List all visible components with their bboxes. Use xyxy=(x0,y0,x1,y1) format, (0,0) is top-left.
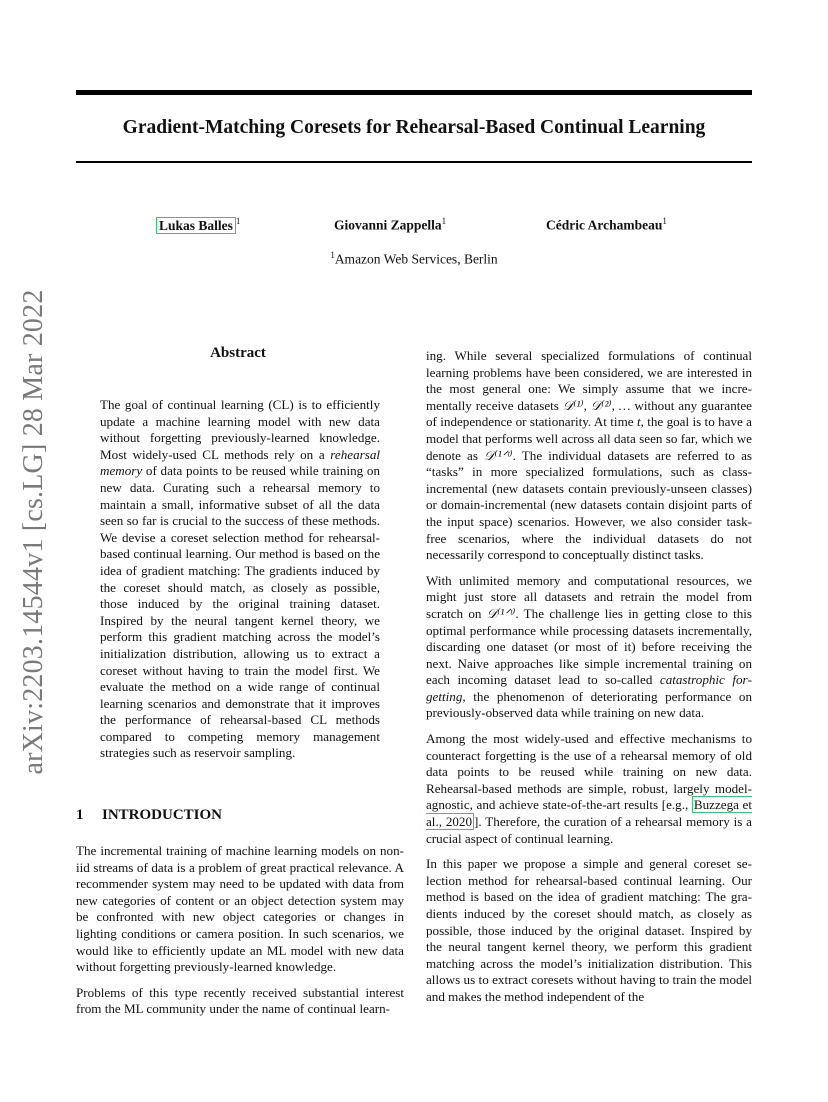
author-1 xyxy=(156,216,240,234)
author-list xyxy=(76,216,752,236)
arxiv-stamp xyxy=(4,289,64,775)
abstract-emphasis: rehearsal memory xyxy=(100,446,380,479)
math-datasets-sequence: 𝒟⁽¹⁾, 𝒟⁽²⁾, … xyxy=(562,397,631,413)
section-title: INTRODUCTION xyxy=(102,807,223,823)
math-union-datasets: 𝒟⁽¹ᐟᵗ⁾ xyxy=(484,447,513,463)
title-rule-bottom xyxy=(76,161,752,163)
abstract-body xyxy=(100,397,380,762)
citation-link-buzzega[interactable]: Buzzega et al., 2020 xyxy=(426,797,753,830)
affiliation-mark: 1 xyxy=(330,250,335,260)
right-p1-text-c: , the goal is to have a model that performs well across all data seen so far, which we denote as xyxy=(426,414,752,463)
intro-paragraph-1: The incremental training of machine learning models on non-iid streams of data is a problem of great practical relevance. A recommender system may need to be updated with data from new categories of content or an object detection system may be confronted with new object categories or changes in lighting conditions or camera position. In such scenarios, we would like to efficiently update an ML model with new data without forgetting previously-learned knowledge. xyxy=(76,843,404,975)
right-paragraph-2 xyxy=(426,573,752,722)
math-time-variable: t xyxy=(636,414,641,430)
affiliation xyxy=(76,250,752,268)
right-paragraph-1 xyxy=(426,348,752,564)
author-1-link[interactable]: Lukas Balles xyxy=(156,217,236,234)
intro-right-column xyxy=(426,348,752,1015)
abstract-text-1: The goal of continual learning (CL) is to efficiently update a machine learning model with new data without forgetting previously-learned knowledge. Most widely-used CL methods rely on a xyxy=(100,397,380,462)
title-rule-top xyxy=(76,90,752,95)
abstract-heading: Abstract xyxy=(210,345,266,361)
author-3-name: Cédric Archambeau xyxy=(546,217,663,233)
abstract-text-2: of data points to be reused while training on new data. Curating such a rehearsal memory to maintain a small, informative subset of all the data seen so far is crucial to the success of these methods. We devise a coreset selection method for rehearsal-based continual learning. Our method is based on the idea of gradient matching: The gradients induced by the coreset should match, as closely as possible, those induced by the original training dataset. Inspired by the neural tangent kernel theory, we perform this gradient matching across the model’s initialization distribution, allowing us to extract a coreset without having to train the model first. We evaluate the method on a wide range of continual learning scenarios and demonstrate that it improves the performance of rehearsal-based CL methods compared to competing memory management strategies such as reservoir sampling. xyxy=(100,463,380,761)
affiliation-text: Amazon Web Services, Berlin xyxy=(334,251,498,267)
author-3-affil-mark: 1 xyxy=(662,216,667,226)
right-p1-text-a: ing. While several specialized formulations of continual learning problems have been considered, we are interested in the most general one: We simply assume that we incrementally receive datasets xyxy=(426,348,752,413)
author-1-affil-mark: 1 xyxy=(235,216,241,226)
author-3 xyxy=(546,216,667,234)
right-p2-text-c: , the phenomenon of deteriorating performance on previously-observed data while training on new data. xyxy=(426,688,752,721)
right-p3-text-a: Among the most widely-used and effective mechanisms to counteract forgetting is the use of a rehearsal memory of old data points to be reused while training on new data. Rehearsal-based methods are simple, robust, largely model-agnostic, and achieve state-of-the-art results [e.g., xyxy=(426,731,752,813)
math-union-datasets-2: 𝒟⁽¹ᐟᵗ⁾ xyxy=(486,605,516,621)
intro-left-column xyxy=(76,843,404,1027)
right-p2-text-a: With unlimited memory and computational resources, we might just store all datasets and retrain the model from scratch on xyxy=(426,572,752,621)
paper-title: Gradient-Matching Coresets for Rehearsal-Based Continual Learning xyxy=(122,117,706,138)
right-p1-text-b: without any guarantee of independence or stationarity. At time xyxy=(426,397,752,430)
intro-paragraph-2: Problems of this type recently received substantial interest from the ML community under the name of continual learn- xyxy=(76,984,404,1017)
right-paragraph-4: In this paper we propose a simple and general coreset selection method for rehearsal-based continual learning. Our method is based on the idea of gradient matching: The gradients induced by the coreset should match, as closely as possible, those induced by the original dataset. Inspired by the neural tangent kernel theory, we perform this gradient matching across the model’s initialization distribution. This allows us to extract coresets without having to train the model and makes the method independent of the xyxy=(426,856,752,1004)
author-2-affil-mark: 1 xyxy=(441,216,447,226)
section-heading-introduction xyxy=(76,807,406,824)
right-p2-text-b: . The challenge lies in getting close to this optimal performance while processing datasets incrementally, discarding one dataset (or most of it) before receiving the next. Naive approaches like simple incremental training on each incoming dataset lead to so-called xyxy=(426,605,752,688)
arxiv-stamp-text: arXiv:2203.14544v1 [cs.LG] 28 Mar 2022 xyxy=(18,289,49,775)
right-p3-text-b: ]. Therefore, the curation of a rehearsal memory is a crucial aspect of continual learning. xyxy=(426,814,752,846)
author-2-name: Giovanni Zappella xyxy=(334,217,442,233)
right-p2-emphasis: catastrophic forgetting xyxy=(426,672,752,704)
section-number: 1 xyxy=(76,807,84,823)
right-paragraph-3 xyxy=(426,731,752,847)
author-2 xyxy=(334,216,446,234)
right-p1-text-d: . The individual datasets are referred to as “tasks” in more specialized formulations, such as class-incremental (new datasets contain previously-unseen classes) or domain-incremental (new datasets contain disjoint parts of the input space) scenarios. However, we also consider task-free scenarios, where the individual datasets do not necessarily correspond to conceptually distinct tasks. xyxy=(426,447,752,563)
